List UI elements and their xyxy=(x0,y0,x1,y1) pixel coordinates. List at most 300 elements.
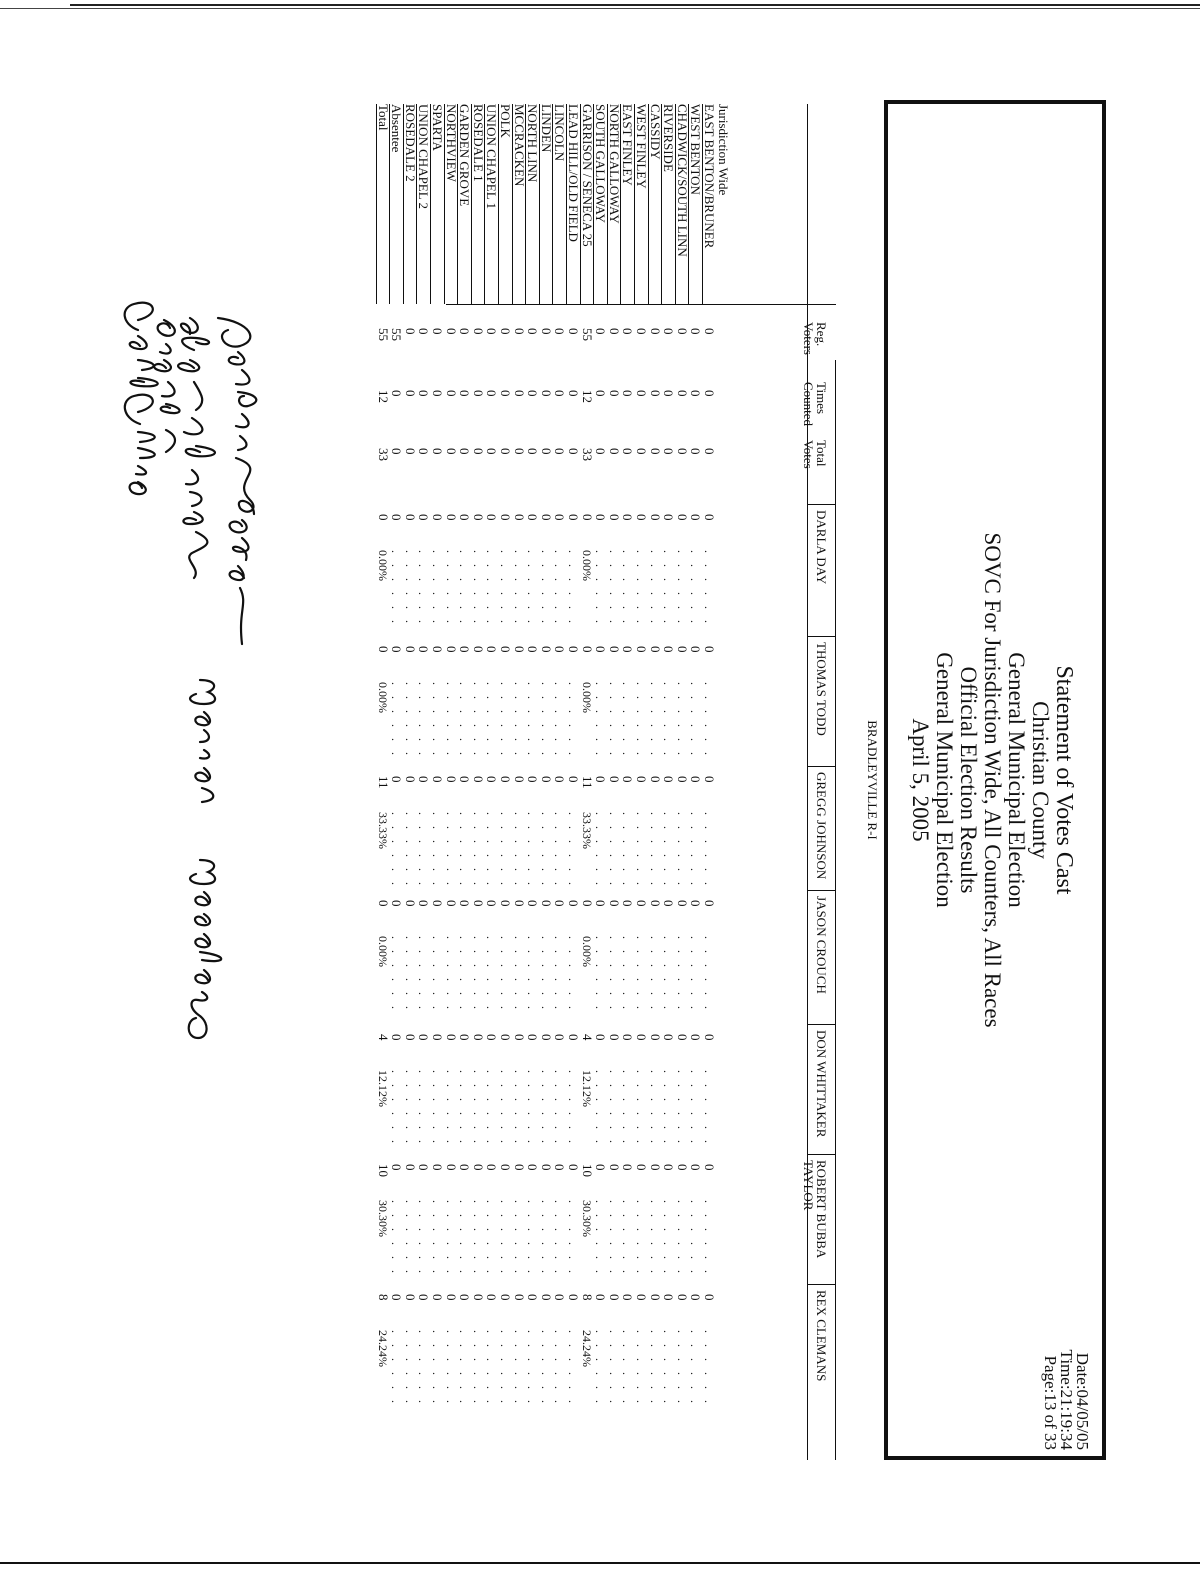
dot-leader: . . . . . . xyxy=(389,1070,404,1147)
dot-leader: . . . . . . xyxy=(457,812,472,889)
candidate-votes-cell: 0 xyxy=(702,776,717,783)
dot-leader: . . . . . . xyxy=(647,1200,662,1277)
times-counted-header: Times Counted xyxy=(801,382,829,427)
precinct-name: WEST FINLEY xyxy=(634,104,649,189)
dot-leader: . . . . . . xyxy=(634,936,648,1013)
precinct-name: RIVERSIDE xyxy=(661,104,677,172)
candidate-votes-cell: 0 xyxy=(430,776,445,783)
candidate-votes-cell: 0 xyxy=(674,900,690,907)
dot-leader: . . . . . . xyxy=(566,1070,580,1147)
candidate-votes-cell: 0 xyxy=(457,1164,473,1171)
precinct-name: GARRISON / SENECA 25 xyxy=(579,104,595,247)
dot-leader: . . . . . . xyxy=(606,936,621,1013)
dot-leader: . . . . . . xyxy=(702,936,716,1013)
candidate-votes-cell: 0 xyxy=(552,1164,568,1171)
candidate-votes-cell: 0 xyxy=(470,1294,486,1301)
candidate-votes-cell: 0 xyxy=(552,900,568,907)
candidate-votes-cell: 0 xyxy=(416,1034,432,1041)
dot-leader: . . . . . . xyxy=(484,1070,499,1147)
total-votes-cell: 0 xyxy=(661,448,677,455)
dot-leader: . . . . . . xyxy=(484,1200,499,1277)
times-counted-cell: 0 xyxy=(457,390,473,397)
dot-leader: . . . . . . xyxy=(674,936,689,1013)
times-counted-cell: 0 xyxy=(634,390,649,397)
candidate-votes-cell: 0 xyxy=(647,646,663,653)
candidate-votes-cell: 0 xyxy=(647,900,663,907)
candidate-votes-cell: 0 xyxy=(634,514,649,521)
times-counted-cell: 0 xyxy=(525,390,541,397)
dot-leader: . . . . . . xyxy=(430,1200,444,1277)
times-counted-cell: 0 xyxy=(498,390,513,397)
precinct-name: NORTH LINN xyxy=(525,104,541,183)
dot-leader: . . . . . . xyxy=(470,550,485,627)
candidate-votes-cell: 0 xyxy=(538,646,554,653)
total-votes-cell: 0 xyxy=(702,448,717,455)
total-votes-cell: 0 xyxy=(389,448,405,455)
dot-leader: . . . . . . xyxy=(661,812,676,889)
candidate-votes-cell: 0 xyxy=(430,1034,445,1041)
candidate-votes-cell: 0 xyxy=(661,1164,677,1171)
dot-leader: . . . . . . xyxy=(538,1200,553,1277)
candidate-votes-cell: 0 xyxy=(484,776,500,783)
candidate-votes-cell: 0 xyxy=(647,1294,663,1301)
candidate-votes-cell: 0 xyxy=(579,900,595,907)
candidate-votes-cell: 0 xyxy=(389,1034,405,1041)
total-votes-cell: 0 xyxy=(538,448,554,455)
candidate-votes-cell: 0 xyxy=(443,900,459,907)
candidate-votes-cell: 0 xyxy=(470,1164,486,1171)
candidate-votes-cell: 0 xyxy=(661,514,677,521)
precinct-name: LINDEN xyxy=(538,104,554,153)
signature-shirley-fuller xyxy=(178,318,215,578)
dot-leader: . . . . . . xyxy=(484,682,499,759)
dot-leader: . . . . . . xyxy=(702,682,716,759)
dot-leader: . . . . . . xyxy=(511,1070,526,1147)
dot-leader: . . . . . . xyxy=(402,1200,417,1277)
candidate-votes-cell: 0 xyxy=(620,900,636,907)
dot-leader: . . . . . . xyxy=(634,1330,648,1407)
dot-leader: . . . . . . xyxy=(702,1070,716,1147)
dot-leader: . . . . . . xyxy=(525,1070,540,1147)
candidate-header: ROBERT BUBBA TAYLOR xyxy=(801,1160,829,1258)
candidate-votes-cell: 0 xyxy=(634,1164,649,1171)
dot-leader: . . . . . . xyxy=(511,936,526,1013)
dot-leader: . . . . . . xyxy=(430,936,444,1013)
times-counted-cell: 0 xyxy=(484,390,500,397)
dot-leader: . . . . . . xyxy=(443,682,458,759)
dot-leader: . . . . . . xyxy=(443,1200,458,1277)
dot-leader: . . . . . . xyxy=(634,1070,648,1147)
dot-leader: . . . . . . xyxy=(457,1200,472,1277)
dot-leader: . . . . . . xyxy=(525,936,540,1013)
candidate-votes-cell: 0 xyxy=(416,1164,432,1171)
dot-leader: . . . . . . xyxy=(525,812,540,889)
candidate-votes-cell: 0 xyxy=(620,1294,636,1301)
candidate-votes-cell: 0 xyxy=(402,1164,418,1171)
candidate-votes-cell: 0 xyxy=(674,514,690,521)
dot-leader: . . . . . . xyxy=(498,936,512,1013)
dot-leader: . . . . . . xyxy=(402,936,417,1013)
candidate-votes-cell: 4 xyxy=(579,1034,595,1041)
candidate-votes-cell: 0 xyxy=(674,1294,690,1301)
dot-leader: . . . . . . xyxy=(498,550,512,627)
dot-leader: . . . . . . xyxy=(552,682,567,759)
times-counted-cell: 0 xyxy=(674,390,690,397)
candidate-header: REX CLEMANS xyxy=(814,1290,829,1382)
dot-leader: . . . . . . xyxy=(443,550,458,627)
dot-leader: . . . . . . xyxy=(674,812,689,889)
dot-leader: . . . . . . xyxy=(484,936,499,1013)
candidate-votes-cell: 0 xyxy=(661,1034,677,1041)
candidate-pct-cell: 0.00% xyxy=(375,550,390,581)
dot-leader: . . . . . . xyxy=(498,1200,512,1277)
candidate-pct-cell: 33.33% xyxy=(375,812,390,849)
dot-leader: . . . . . . xyxy=(620,936,635,1013)
results-label: Official Election Results xyxy=(956,666,981,894)
dot-leader: . . . . . . xyxy=(538,936,553,1013)
total-votes-cell: 33 xyxy=(579,448,595,461)
dot-leader: . . . . . . xyxy=(647,682,662,759)
dot-leader: . . . . . . xyxy=(498,812,512,889)
precinct-name: LINCOLN xyxy=(552,104,568,162)
dot-leader: . . . . . . xyxy=(430,812,444,889)
reg-voters-cell: 0 xyxy=(416,328,432,335)
dot-leader: . . . . . . xyxy=(620,1070,635,1147)
candidate-votes-cell: 0 xyxy=(511,1294,527,1301)
candidate-votes-cell: 0 xyxy=(470,646,486,653)
candidate-votes-cell: 0 xyxy=(484,646,500,653)
reg-voters-cell: 0 xyxy=(430,328,445,335)
dot-leader: . . . . . . xyxy=(443,1330,458,1407)
dot-leader: . . . . . . xyxy=(661,936,676,1013)
candidate-votes-cell: 0 xyxy=(457,1034,473,1041)
candidate-header: THOMAS TODD xyxy=(814,642,829,736)
candidate-votes-cell: 0 xyxy=(457,900,473,907)
candidate-votes-cell: 0 xyxy=(566,1164,581,1171)
dot-leader: . . . . . . xyxy=(606,812,621,889)
candidate-votes-cell: 0 xyxy=(498,1164,513,1171)
precinct-name: POLK xyxy=(498,104,513,138)
candidate-votes-cell: 0 xyxy=(634,776,649,783)
candidate-votes-cell: 0 xyxy=(470,514,486,521)
dot-leader: . . . . . . xyxy=(470,1200,485,1277)
total-votes-cell: 0 xyxy=(511,448,527,455)
candidate-votes-cell: 0 xyxy=(470,900,486,907)
candidate-votes-cell: 0 xyxy=(647,1034,663,1041)
reg-voters-cell: 0 xyxy=(593,328,609,335)
times-counted-cell: 0 xyxy=(620,390,636,397)
reg-voters-cell: 0 xyxy=(702,328,717,335)
reg-voters-cell: 0 xyxy=(647,328,663,335)
candidate-votes-cell: 0 xyxy=(620,1164,636,1171)
reg-voters-cell: 0 xyxy=(606,328,622,335)
reg-voters-cell: 0 xyxy=(511,328,527,335)
dot-leader: . . . . . . xyxy=(552,1070,567,1147)
reg-voters-cell: 0 xyxy=(661,328,677,335)
times-counted-cell: 0 xyxy=(552,390,568,397)
total-votes-cell: 0 xyxy=(443,448,459,455)
total-votes-cell: 0 xyxy=(688,448,704,455)
dot-leader: . . . . . . xyxy=(457,1070,472,1147)
candidate-votes-cell: 0 xyxy=(402,900,418,907)
dot-leader: . . . . . . xyxy=(538,1330,553,1407)
dot-leader: . . . . . . xyxy=(511,682,526,759)
dot-leader: . . . . . . xyxy=(661,1070,676,1147)
candidate-votes-cell: 0 xyxy=(389,1164,405,1171)
meta-time: Time:21:19:34 xyxy=(1057,1349,1076,1450)
dot-leader: . . . . . . xyxy=(593,550,608,627)
times-counted-cell: 0 xyxy=(593,390,609,397)
dot-leader: . . . . . . xyxy=(674,550,689,627)
candidate-votes-cell: 0 xyxy=(593,776,609,783)
candidate-header: GREGG JOHNSON xyxy=(814,772,829,880)
candidate-votes-cell: 0 xyxy=(593,1034,609,1041)
dot-leader: . . . . . . xyxy=(688,682,703,759)
dot-leader: . . . . . . xyxy=(566,1200,580,1277)
candidate-votes-cell: 0 xyxy=(566,776,581,783)
dot-leader: . . . . . . xyxy=(470,1070,485,1147)
candidate-votes-cell: 0 xyxy=(416,776,432,783)
dot-leader: . . . . . . xyxy=(702,550,716,627)
dot-leader: . . . . . . xyxy=(443,1070,458,1147)
candidate-votes-cell: 0 xyxy=(606,1034,622,1041)
total-votes-cell: 0 xyxy=(634,448,649,455)
reg-voters-cell: 55 xyxy=(579,328,595,341)
dot-leader: . . . . . . xyxy=(389,1200,404,1277)
candidate-votes-cell: 0 xyxy=(552,1294,568,1301)
dot-leader: . . . . . . xyxy=(430,1330,444,1407)
candidate-votes-cell: 0 xyxy=(688,1294,704,1301)
dot-leader: . . . . . . xyxy=(634,682,648,759)
candidate-votes-cell: 0 xyxy=(702,1034,717,1041)
candidate-votes-cell: 0 xyxy=(661,1294,677,1301)
dot-leader: . . . . . . xyxy=(674,1200,689,1277)
dot-leader: . . . . . . xyxy=(566,1330,580,1407)
times-counted-cell: 0 xyxy=(470,390,486,397)
precinct-name: ROSEDALE 1 xyxy=(470,104,486,182)
reg-voters-cell: 0 xyxy=(538,328,554,335)
candidate-votes-cell: 0 xyxy=(443,776,459,783)
candidate-votes-cell: 0 xyxy=(430,646,445,653)
signature-marian-moseley xyxy=(189,680,222,1038)
candidate-votes-cell: 0 xyxy=(430,1294,445,1301)
times-counted-cell: 0 xyxy=(443,390,459,397)
reg-voters-cell: 0 xyxy=(620,328,636,335)
dot-leader: . . . . . . xyxy=(457,550,472,627)
candidate-votes-cell: 0 xyxy=(511,514,527,521)
precinct-name: NORTHVIEW xyxy=(443,104,459,182)
dot-leader: . . . . . . xyxy=(389,1330,404,1407)
dot-leader: . . . . . . xyxy=(484,812,499,889)
report-scope: SOVC For Jurisdiction Wide, All Counters, All Races xyxy=(980,532,1005,1028)
dot-leader: . . . . . . xyxy=(457,682,472,759)
candidate-votes-cell: 0 xyxy=(416,514,432,521)
candidate-votes-cell: 0 xyxy=(498,776,513,783)
candidate-votes-cell: 0 xyxy=(511,900,527,907)
times-counted-cell: 0 xyxy=(430,390,445,397)
report-title: Statement of Votes Cast xyxy=(1051,665,1077,895)
candidate-votes-cell: 0 xyxy=(538,514,554,521)
dot-leader: . . . . . . xyxy=(647,936,662,1013)
total-votes-cell: 0 xyxy=(552,448,568,455)
candidate-votes-cell: 4 xyxy=(375,1034,391,1041)
dot-leader: . . . . . . xyxy=(606,1200,621,1277)
candidate-votes-cell: 0 xyxy=(470,1034,486,1041)
precinct-name: ROSEDALE 2 xyxy=(402,104,418,182)
dot-leader: . . . . . . xyxy=(688,550,703,627)
candidate-votes-cell: 0 xyxy=(593,900,609,907)
dot-leader: . . . . . . xyxy=(525,1200,540,1277)
candidate-votes-cell: 0 xyxy=(688,514,704,521)
candidate-votes-cell: 0 xyxy=(579,646,595,653)
dot-leader: . . . . . . xyxy=(688,1070,703,1147)
dot-leader: . . . . . . xyxy=(389,936,404,1013)
meta-page: Page:13 of 33 xyxy=(1041,1355,1060,1450)
times-counted-cell: 0 xyxy=(402,390,418,397)
candidate-votes-cell: 0 xyxy=(661,646,677,653)
candidate-votes-cell: 0 xyxy=(457,646,473,653)
candidate-votes-cell: 0 xyxy=(552,514,568,521)
reg-voters-cell: 0 xyxy=(457,328,473,335)
candidate-votes-cell: 0 xyxy=(430,900,445,907)
reg-voters-cell: 0 xyxy=(470,328,486,335)
times-counted-cell: 0 xyxy=(538,390,554,397)
dot-leader: . . . . . . xyxy=(525,1330,540,1407)
dot-leader: . . . . . . xyxy=(674,1330,689,1407)
candidate-votes-cell: 10 xyxy=(579,1164,595,1177)
candidate-votes-cell: 0 xyxy=(634,1294,649,1301)
candidate-votes-cell: 0 xyxy=(484,514,500,521)
candidate-votes-cell: 0 xyxy=(511,776,527,783)
county-name: Christian County xyxy=(1028,701,1053,859)
candidate-votes-cell: 0 xyxy=(702,900,717,907)
candidate-votes-cell: 0 xyxy=(402,776,418,783)
candidate-pct-cell: 24.24% xyxy=(579,1330,594,1367)
candidate-votes-cell: 0 xyxy=(538,1164,554,1171)
candidate-votes-cell: 0 xyxy=(606,514,622,521)
reg-voters-cell: 0 xyxy=(552,328,568,335)
dot-leader: . . . . . . xyxy=(606,1330,621,1407)
candidate-votes-cell: 0 xyxy=(552,776,568,783)
candidate-votes-cell: 0 xyxy=(674,646,690,653)
dot-leader: . . . . . . xyxy=(552,1200,567,1277)
jurisdiction-label: Jurisdiction Wide xyxy=(716,104,731,196)
dot-leader: . . . . . . xyxy=(702,1200,716,1277)
dot-leader: . . . . . . xyxy=(606,682,621,759)
dot-leader: . . . . . . xyxy=(620,550,635,627)
dot-leader: . . . . . . xyxy=(620,682,635,759)
dot-leader: . . . . . . xyxy=(402,812,417,889)
candidate-votes-cell: 0 xyxy=(634,1034,649,1041)
times-counted-cell: 12 xyxy=(375,390,391,403)
dot-leader: . . . . . . xyxy=(661,550,676,627)
candidate-votes-cell: 0 xyxy=(402,646,418,653)
dot-leader: . . . . . . xyxy=(593,936,608,1013)
candidate-votes-cell: 0 xyxy=(538,900,554,907)
candidate-votes-cell: 0 xyxy=(552,1034,568,1041)
total-votes-cell: 0 xyxy=(416,448,432,455)
precinct-name: CASSIDY xyxy=(647,104,663,160)
dot-leader: . . . . . . xyxy=(566,936,580,1013)
candidate-votes-cell: 0 xyxy=(593,514,609,521)
dot-leader: . . . . . . xyxy=(538,550,553,627)
dot-leader: . . . . . . xyxy=(525,550,540,627)
candidate-pct-cell: 12.12% xyxy=(579,1070,594,1107)
dot-leader: . . . . . . xyxy=(674,1070,689,1147)
dot-leader: . . . . . . xyxy=(484,550,499,627)
dot-leader: . . . . . . xyxy=(511,1200,526,1277)
dot-leader: . . . . . . xyxy=(525,682,540,759)
candidate-votes-cell: 0 xyxy=(443,1294,459,1301)
candidate-votes-cell: 0 xyxy=(402,1294,418,1301)
candidate-votes-cell: 0 xyxy=(511,646,527,653)
precinct-name: SOUTH GALLOWAY xyxy=(593,104,609,224)
dot-leader: . . . . . . xyxy=(620,1330,635,1407)
dot-leader: . . . . . . xyxy=(430,682,444,759)
total-votes-cell: 0 xyxy=(566,448,581,455)
dot-leader: . . . . . . xyxy=(661,682,676,759)
dot-leader: . . . . . . xyxy=(620,1200,635,1277)
precinct-name: Total xyxy=(375,104,391,131)
reg-voters-cell: 0 xyxy=(674,328,690,335)
candidate-votes-cell: 0 xyxy=(457,776,473,783)
reg-voters-cell: 0 xyxy=(634,328,649,335)
dot-leader: . . . . . . xyxy=(634,812,648,889)
dot-leader: . . . . . . xyxy=(566,812,580,889)
dot-leader: . . . . . . xyxy=(416,550,431,627)
dot-leader: . . . . . . xyxy=(688,1330,703,1407)
dot-leader: . . . . . . xyxy=(566,550,580,627)
precinct-name: WEST BENTON xyxy=(688,104,704,195)
dot-leader: . . . . . . xyxy=(688,936,703,1013)
candidate-votes-cell: 0 xyxy=(525,776,541,783)
dot-leader: . . . . . . xyxy=(511,550,526,627)
dot-leader: . . . . . . xyxy=(443,812,458,889)
candidate-votes-cell: 0 xyxy=(566,1034,581,1041)
total-votes-cell: 0 xyxy=(593,448,609,455)
candidate-votes-cell: 0 xyxy=(498,646,513,653)
total-votes-cell: 0 xyxy=(498,448,513,455)
dot-leader: . . . . . . xyxy=(430,1070,444,1147)
times-counted-cell: 0 xyxy=(702,390,717,397)
total-votes-cell: 0 xyxy=(620,448,636,455)
signature-sandra-russell xyxy=(154,320,179,452)
candidate-votes-cell: 0 xyxy=(702,646,717,653)
times-counted-cell: 0 xyxy=(566,390,581,397)
candidate-votes-cell: 0 xyxy=(402,1034,418,1041)
candidate-votes-cell: 0 xyxy=(702,1294,717,1301)
total-votes-header: Total Votes xyxy=(801,440,829,469)
candidate-votes-cell: 0 xyxy=(525,514,541,521)
precinct-name: EAST BENTON/BRUNER xyxy=(702,104,717,249)
dot-leader: . . . . . . xyxy=(647,1070,662,1147)
candidate-votes-cell: 0 xyxy=(688,1164,704,1171)
candidate-votes-cell: 0 xyxy=(606,1294,622,1301)
candidate-votes-cell: 0 xyxy=(430,1164,445,1171)
candidate-pct-cell: 0.00% xyxy=(579,936,594,967)
candidate-votes-cell: 0 xyxy=(661,776,677,783)
candidate-pct-cell: 30.30% xyxy=(375,1200,390,1237)
candidate-votes-cell: 0 xyxy=(389,646,405,653)
candidate-votes-cell: 0 xyxy=(484,1034,500,1041)
candidate-votes-cell: 0 xyxy=(606,1164,622,1171)
dot-leader: . . . . . . xyxy=(416,1330,431,1407)
times-counted-cell: 0 xyxy=(389,390,405,397)
dot-leader: . . . . . . xyxy=(552,812,567,889)
reg-voters-cell: 0 xyxy=(525,328,541,335)
reg-voters-header: Reg. Voters xyxy=(801,322,829,355)
candidate-votes-cell: 0 xyxy=(620,1034,636,1041)
